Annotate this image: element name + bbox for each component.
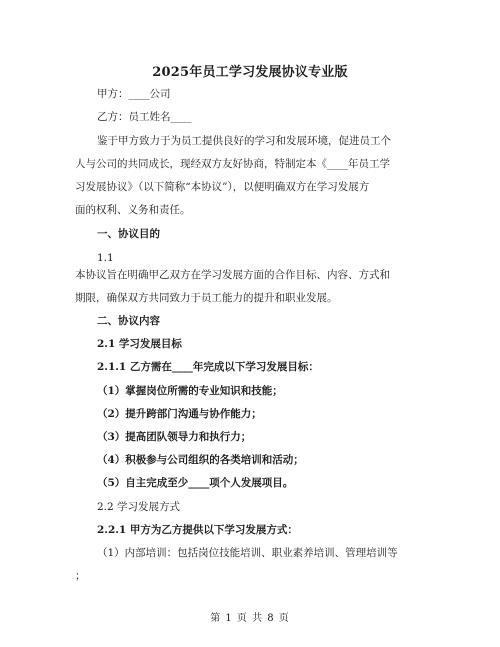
page-number-footer: 第 1 页 共 8 页 [210,613,290,624]
preamble-line: 鉴于甲方致力于为员工提供良好的学习和发展环境，促进员工个 [97,135,391,147]
clause-heading: 2.1 学习发展目标 [97,338,182,350]
clause-heading: 2.2 学习发展方式 [97,501,181,513]
body-line: 期限，确保双方共同致力于员工能力的提升和职业发展。 [75,292,338,304]
method-item: （1）内部培训：包括岗位技能培训、职业素养培训、管理培训等 [97,547,398,559]
body-line: 本协议旨在明确甲乙双方在学习发展方面的合作目标、内容、方式和 [75,269,390,281]
method-item-continuation: ； [75,570,86,582]
goal-item: （3）提高团队领导力和执行力； [97,431,252,443]
clause-heading: 2.1.1 乙方需在____年完成以下学习发展目标： [97,361,319,373]
preamble-line: 面的权利、义务和责任。 [75,204,191,216]
preamble-line: 习发展协议》（以下简称“本协议”），以便明确双方在学习发展方 [75,181,370,193]
clause-number: 1.1 [97,252,114,264]
document-title: 2025年员工学习发展协议专业版 [152,65,348,80]
goal-item: （5）自主完成至少____项个人发展项目。 [97,477,294,489]
goal-item: （4）积极参与公司组织的各类培训和活动； [97,454,304,466]
section-heading-content: 二、协议内容 [97,315,160,327]
preamble-line: 人与公司的共同成长，现经双方友好协商，特制定本《____年员工学 [75,158,390,170]
clause-heading: 2.2.1 甲方为乙方提供以下学习发展方式： [97,524,298,536]
party-a-line: 甲方：____公司 [97,88,171,100]
goal-item: （1）掌握岗位所需的专业知识和技能； [97,385,283,397]
goal-item: （2）提升跨部门沟通与协作能力； [97,408,262,420]
party-b-line: 乙方：员工姓名____ [97,111,192,123]
section-heading-purpose: 一、协议目的 [97,228,160,240]
